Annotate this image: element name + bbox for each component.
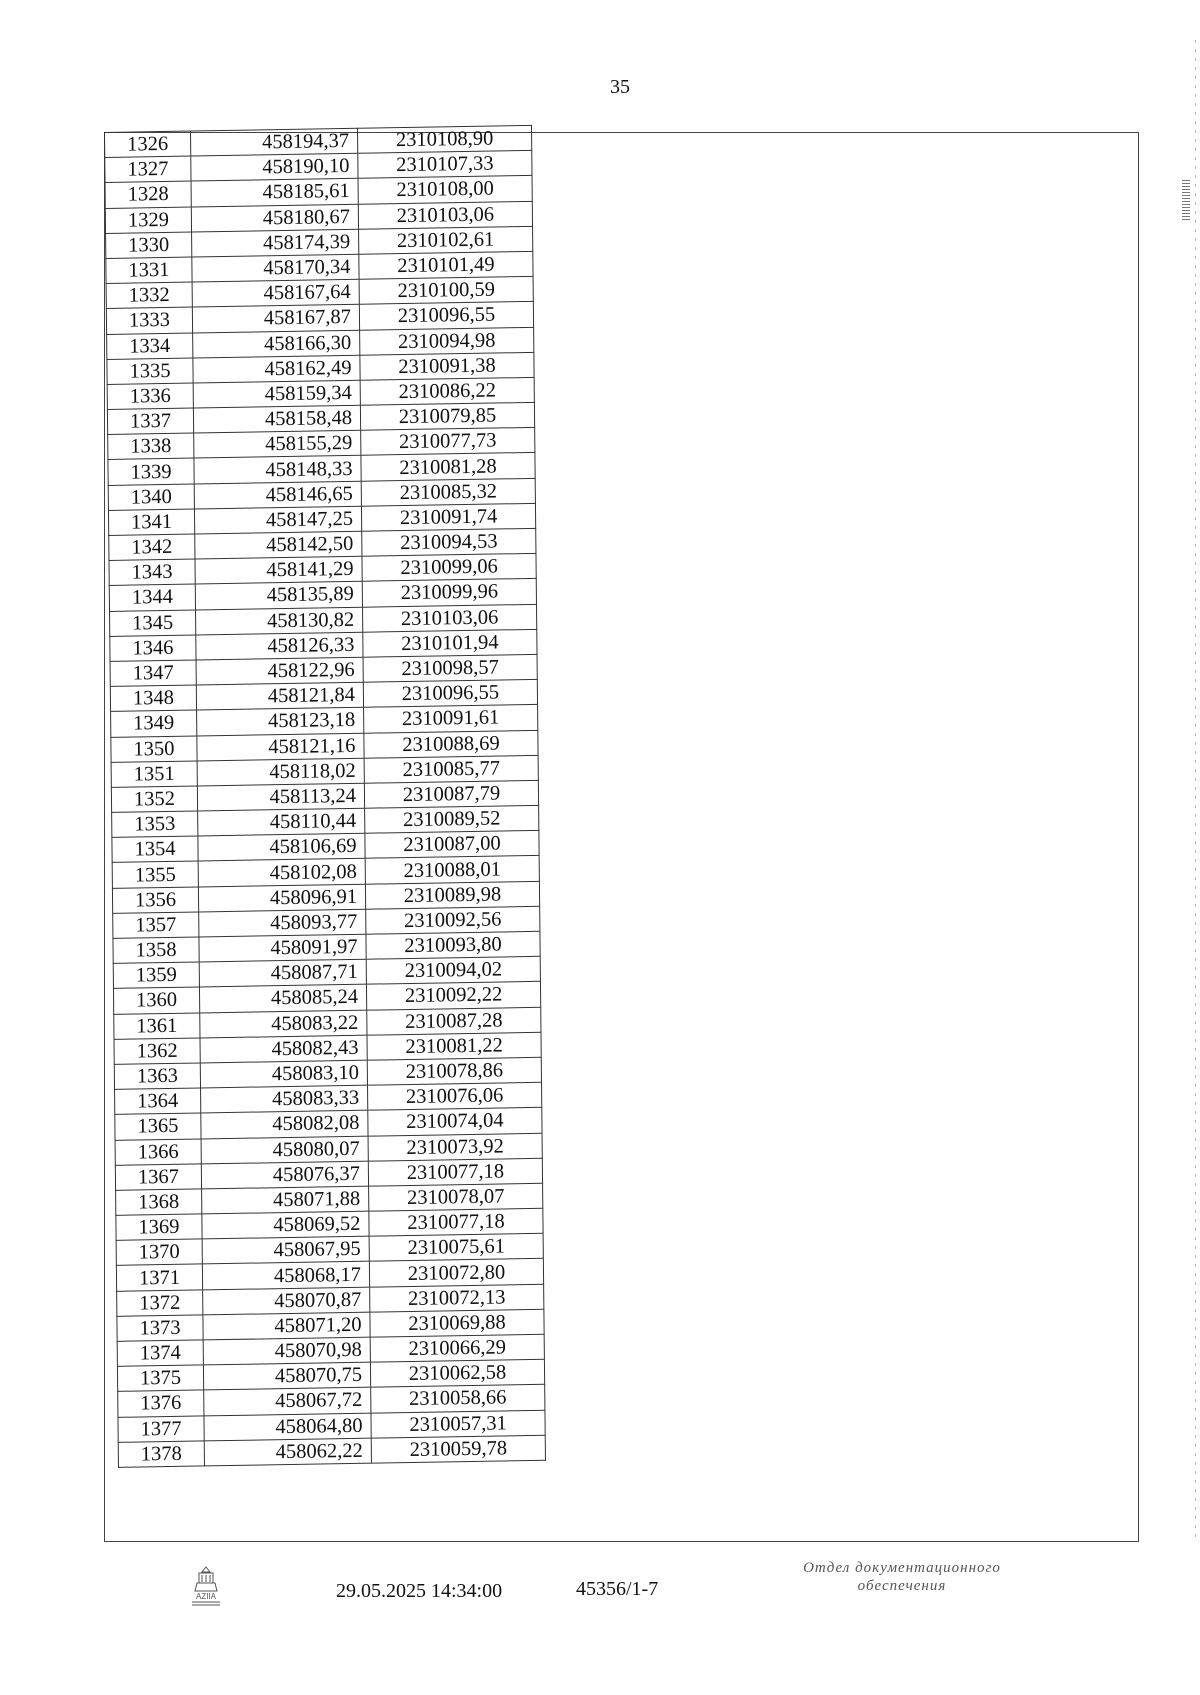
x-coordinate-cell: 458096,91 [198,884,365,912]
x-coordinate-cell: 458113,24 [197,783,364,811]
point-number-cell: 1339 [108,458,194,485]
x-coordinate-cell: 458123,18 [197,708,364,736]
x-coordinate-cell: 458147,25 [194,506,361,534]
coordinates-table [104,125,546,1468]
x-coordinate-cell: 458083,10 [200,1060,367,1088]
y-coordinate-cell: 2310078,86 [367,1057,541,1085]
y-coordinate-cell: 2310058,66 [371,1385,545,1413]
x-coordinate-cell: 458180,67 [191,204,358,232]
y-coordinate-cell: 2310088,69 [364,730,538,758]
x-coordinate-cell: 458146,65 [194,481,361,509]
y-coordinate-cell: 2310094,53 [362,528,536,556]
point-number-cell: 1340 [108,484,194,511]
x-coordinate-cell: 458121,16 [197,733,364,761]
point-number-cell: 1351 [111,761,197,788]
point-number-cell: 1356 [112,887,198,914]
y-coordinate-cell: 2310103,06 [358,201,532,229]
y-coordinate-cell: 2310087,79 [364,780,538,808]
x-coordinate-cell: 458071,88 [202,1186,369,1214]
x-coordinate-cell: 458141,29 [195,556,362,584]
x-coordinate-cell: 458070,87 [203,1287,370,1315]
y-coordinate-cell: 2310077,73 [361,428,535,456]
point-number-cell: 1358 [113,937,199,964]
x-coordinate-cell: 458126,33 [196,632,363,660]
y-coordinate-cell: 2310092,56 [366,906,540,934]
x-coordinate-cell: 458083,33 [201,1085,368,1113]
y-coordinate-cell: 2310091,38 [360,352,534,380]
y-coordinate-cell: 2310099,06 [362,554,536,582]
point-number-cell: 1344 [109,584,195,611]
point-number-cell: 1327 [105,156,191,183]
y-coordinate-cell: 2310091,74 [361,503,535,531]
x-coordinate-cell: 458158,48 [193,405,360,433]
y-coordinate-cell: 2310103,06 [363,604,537,632]
y-coordinate-cell: 2310086,22 [360,377,534,405]
x-coordinate-cell: 458091,97 [199,934,366,962]
x-coordinate-cell: 458069,52 [202,1211,369,1239]
point-number-cell: 1341 [108,509,194,536]
point-number-cell: 1346 [110,635,196,662]
point-number-cell: 1359 [113,962,199,989]
x-coordinate-cell: 458064,80 [204,1413,371,1441]
y-coordinate-cell: 2310093,80 [366,931,540,959]
point-number-cell: 1355 [112,861,198,888]
point-number-cell: 1328 [105,181,191,208]
point-number-cell: 1362 [114,1038,200,1065]
x-coordinate-cell: 458121,84 [196,682,363,710]
x-coordinate-cell: 458194,37 [191,128,358,156]
point-number-cell: 1349 [111,710,197,737]
x-coordinate-cell: 458162,49 [193,355,360,383]
x-coordinate-cell: 458087,71 [199,959,366,987]
point-number-cell: 1331 [106,257,192,284]
y-coordinate-cell: 2310076,06 [368,1082,542,1110]
x-coordinate-cell: 458067,72 [204,1388,371,1416]
point-number-cell: 1366 [115,1138,201,1165]
point-number-cell: 1343 [109,559,195,586]
scan-edge-line [1195,40,1196,1540]
point-number-cell: 1352 [111,786,197,813]
x-coordinate-cell: 458122,96 [196,657,363,685]
point-number-cell: 1345 [110,610,196,637]
y-coordinate-cell: 2310081,22 [367,1032,541,1060]
y-coordinate-cell: 2310062,58 [370,1359,544,1387]
point-number-cell: 1330 [106,232,192,259]
y-coordinate-cell: 2310075,61 [369,1234,543,1262]
page-number: 35 [610,76,630,98]
x-coordinate-cell: 458085,24 [199,985,366,1013]
point-number-cell: 1374 [117,1340,203,1367]
point-number-cell: 1370 [116,1239,202,1266]
y-coordinate-cell: 2310102,61 [359,226,533,254]
y-coordinate-cell: 2310089,98 [365,881,539,909]
y-coordinate-cell: 2310092,22 [366,982,540,1010]
footer-document-code: 45356/1-7 [576,1578,659,1600]
y-coordinate-cell: 2310072,80 [369,1259,543,1287]
point-number-cell: 1347 [110,660,196,687]
x-coordinate-cell: 458118,02 [197,758,364,786]
y-coordinate-cell: 2310081,28 [361,453,535,481]
point-number-cell: 1333 [106,307,192,334]
y-coordinate-cell: 2310074,04 [368,1108,542,1136]
x-coordinate-cell: 458170,34 [192,254,359,282]
x-coordinate-cell: 458167,87 [192,305,359,333]
x-coordinate-cell: 458185,61 [191,179,358,207]
coordinates-table-body [105,125,546,1467]
logo-text: AZIIA [195,1592,217,1601]
x-coordinate-cell: 458083,22 [200,1010,367,1038]
point-number-cell: 1329 [105,207,191,234]
department-stamp [752,1559,1052,1595]
y-coordinate-cell: 2310101,94 [363,629,537,657]
y-coordinate-cell: 2310096,55 [359,302,533,330]
point-number-cell: 1368 [116,1189,202,1216]
y-coordinate-cell: 2310087,00 [365,831,539,859]
x-coordinate-cell: 458130,82 [196,607,363,635]
y-coordinate-cell: 2310094,98 [360,327,534,355]
point-number-cell: 1375 [117,1365,203,1392]
point-number-cell: 1367 [115,1164,201,1191]
point-number-cell: 1377 [118,1415,204,1442]
stamp-line-2: обеспечения [857,1578,947,1594]
point-number-cell: 1364 [115,1088,201,1115]
y-coordinate-cell: 2310094,02 [366,957,540,985]
x-coordinate-cell: 458106,69 [198,833,365,861]
point-number-cell: 1373 [117,1315,203,1342]
x-coordinate-cell: 458070,98 [203,1337,370,1365]
x-coordinate-cell: 458190,10 [191,153,358,181]
y-coordinate-cell: 2310098,57 [363,654,537,682]
x-coordinate-cell: 458135,89 [195,582,362,610]
scan-edge-mark [1182,180,1190,220]
y-coordinate-cell: 2310073,92 [368,1133,542,1161]
point-number-cell: 1378 [118,1441,204,1468]
x-coordinate-cell: 458174,39 [192,229,359,257]
y-coordinate-cell: 2310079,85 [360,402,534,430]
point-number-cell: 1365 [115,1113,201,1140]
y-coordinate-cell: 2310089,52 [365,805,539,833]
x-coordinate-cell: 458167,64 [192,279,359,307]
point-number-cell: 1354 [112,836,198,863]
x-coordinate-cell: 458102,08 [198,859,365,887]
y-coordinate-cell: 2310088,01 [365,856,539,884]
y-coordinate-cell: 2310059,78 [371,1435,545,1463]
point-number-cell: 1326 [105,131,191,158]
y-coordinate-cell: 2310078,07 [369,1183,543,1211]
footer-datetime: 29.05.2025 14:34:00 [336,1580,503,1602]
y-coordinate-cell: 2310077,18 [369,1208,543,1236]
y-coordinate-cell: 2310057,31 [371,1410,545,1438]
x-coordinate-cell: 458166,30 [193,330,360,358]
x-coordinate-cell: 458080,07 [201,1136,368,1164]
point-number-cell: 1371 [116,1264,202,1291]
y-coordinate-cell: 2310101,49 [359,251,533,279]
stamp-line-1: Отдел документационного [803,1560,1001,1576]
y-coordinate-cell: 2310091,61 [364,705,538,733]
point-number-cell: 1342 [109,534,195,561]
y-coordinate-cell: 2310096,55 [363,679,537,707]
y-coordinate-cell: 2310107,33 [358,151,532,179]
x-coordinate-cell: 458068,17 [202,1262,369,1290]
x-coordinate-cell: 458071,20 [203,1312,370,1340]
point-number-cell: 1363 [114,1063,200,1090]
y-coordinate-cell: 2310066,29 [370,1334,544,1362]
x-coordinate-cell: 458110,44 [198,808,365,836]
y-coordinate-cell: 2310108,90 [357,125,531,153]
point-number-cell: 1334 [107,333,193,360]
x-coordinate-cell: 458082,08 [201,1110,368,1138]
point-number-cell: 1376 [118,1390,204,1417]
point-number-cell: 1369 [116,1214,202,1241]
point-number-cell: 1336 [107,383,193,410]
x-coordinate-cell: 458067,95 [202,1236,369,1264]
y-coordinate-cell: 2310087,28 [367,1007,541,1035]
x-coordinate-cell: 458148,33 [194,456,361,484]
point-number-cell: 1350 [111,735,197,762]
point-number-cell: 1357 [113,912,199,939]
point-number-cell: 1372 [117,1290,203,1317]
x-coordinate-cell: 458159,34 [193,380,360,408]
point-number-cell: 1337 [107,408,193,435]
organization-logo-icon [186,1564,226,1608]
y-coordinate-cell: 2310077,18 [368,1158,542,1186]
y-coordinate-cell: 2310085,77 [364,755,538,783]
x-coordinate-cell: 458093,77 [199,909,366,937]
point-number-cell: 1348 [110,685,196,712]
y-coordinate-cell: 2310085,32 [361,478,535,506]
point-number-cell: 1361 [114,1013,200,1040]
point-number-cell: 1360 [113,987,199,1014]
x-coordinate-cell: 458082,43 [200,1035,367,1063]
y-coordinate-cell: 2310072,13 [370,1284,544,1312]
x-coordinate-cell: 458070,75 [203,1362,370,1390]
point-number-cell: 1332 [106,282,192,309]
point-number-cell: 1335 [107,358,193,385]
y-coordinate-cell: 2310069,88 [370,1309,544,1337]
y-coordinate-cell: 2310100,59 [359,277,533,305]
x-coordinate-cell: 458076,37 [201,1161,368,1189]
x-coordinate-cell: 458062,22 [204,1438,371,1466]
y-coordinate-cell: 2310099,96 [362,579,536,607]
x-coordinate-cell: 458142,50 [195,531,362,559]
y-coordinate-cell: 2310108,00 [358,176,532,204]
point-number-cell: 1338 [108,433,194,460]
point-number-cell: 1353 [112,811,198,838]
x-coordinate-cell: 458155,29 [194,431,361,459]
